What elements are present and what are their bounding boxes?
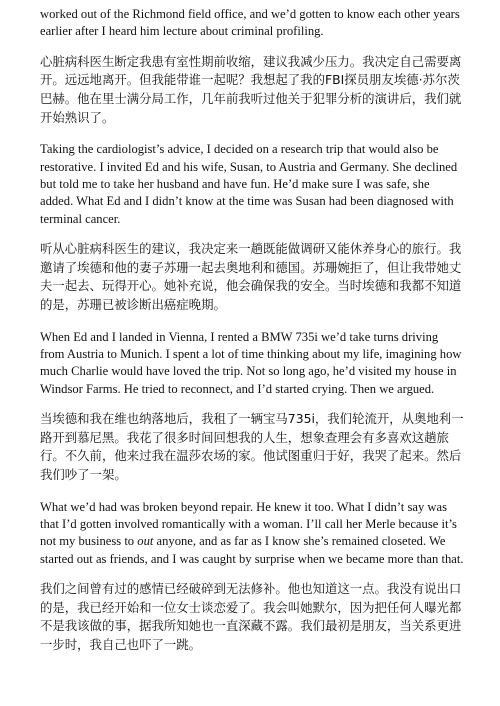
paragraph-en-4-after: anyone, and as far as I know she’s remained closeted. We started out as friends, and I was caught by surprise when we became more than that. — [40, 534, 464, 566]
emphasis-out: out — [137, 534, 154, 549]
paragraph-en-2: Taking the cardiologist’s advice, I decided on a research trip that would also be restorative. I invited Ed and his wife, Susan, to Austria and Germany. She declined but told me to take her husband and have fun. He’d make sure I was safe, she added. What Ed and I didn’t know at the time was Susan had been diagnosed with terminal cancer. — [40, 142, 458, 226]
paragraph-zh-4: 我们之间曾有过的感情已经破碎到无法修补。他也知道这一点。我没有说出口的是，我已经开始和一位女士谈恋爱了。我会叫她默尔，因为把任何人曝光都不是我该做的事，据我所知她也一直深藏不露。我们最初是朋友，当关系更进一步时，我自己也吓了一跳。 — [40, 581, 462, 652]
paragraph-en-3: When Ed and I landed in Vienna, I rented a BMW 735i we’d take turns driving from Austria to Munich. I spent a lot of time thinking about my life, imagining how much Charlie would have loved the trip. Not so long ago, he’d visited my house in Windsor Farms. He tried to reconnect, and I’d started crying. Then we argued. — [40, 329, 462, 396]
paragraph-en-4 — [40, 499, 464, 569]
paragraph-zh-1: 心脏病科医生断定我患有室性期前收缩，建议我减少压力。我决定自己需要离开。远远地离开。但我能带谁一起呢？我想起了我的FBI探员朋友埃德·苏尔茨巴赫。他在里士满分局工作，几年前我听过他关于犯罪分析的演讲后，我们就开始熟识了。 — [40, 53, 462, 125]
paragraph-zh-2: 听从心脏病科医生的建议，我决定来一趟既能做调研又能休养身心的旅行。我邀请了埃德和他的妻子苏珊一起去奥地利和德国。苏珊婉拒了，但让我带她丈夫一起去、玩得开心。她补充说，他会确保我的安全。当时埃德和我都不知道的是，苏珊已被诊断出癌症晚期。 — [40, 241, 462, 312]
document-page — [40, 6, 464, 655]
paragraph-en-4-before: What we’d had was broken beyond repair. He knew it too. What I didn’t say was that I’d gotten involved romantically with a woman. I’ll call her Merle because it’s not my business to — [40, 499, 457, 549]
paragraph-en-1: worked out of the Richmond field office, and we’d gotten to know each other years earlier after I heard him lecture about criminal profiling. — [40, 7, 460, 39]
paragraph-zh-3: 当埃德和我在维也纳落地后，我租了一辆宝马735i，我们轮流开，从奥地利一路开到慕尼黑。我花了很多时间回想我的人生，想象查理会有多喜欢这趟旅行。不久前，他来过我在温莎农场的家。他试图重归于好，我哭了起来。然后我们吵了一架。 — [40, 411, 464, 482]
